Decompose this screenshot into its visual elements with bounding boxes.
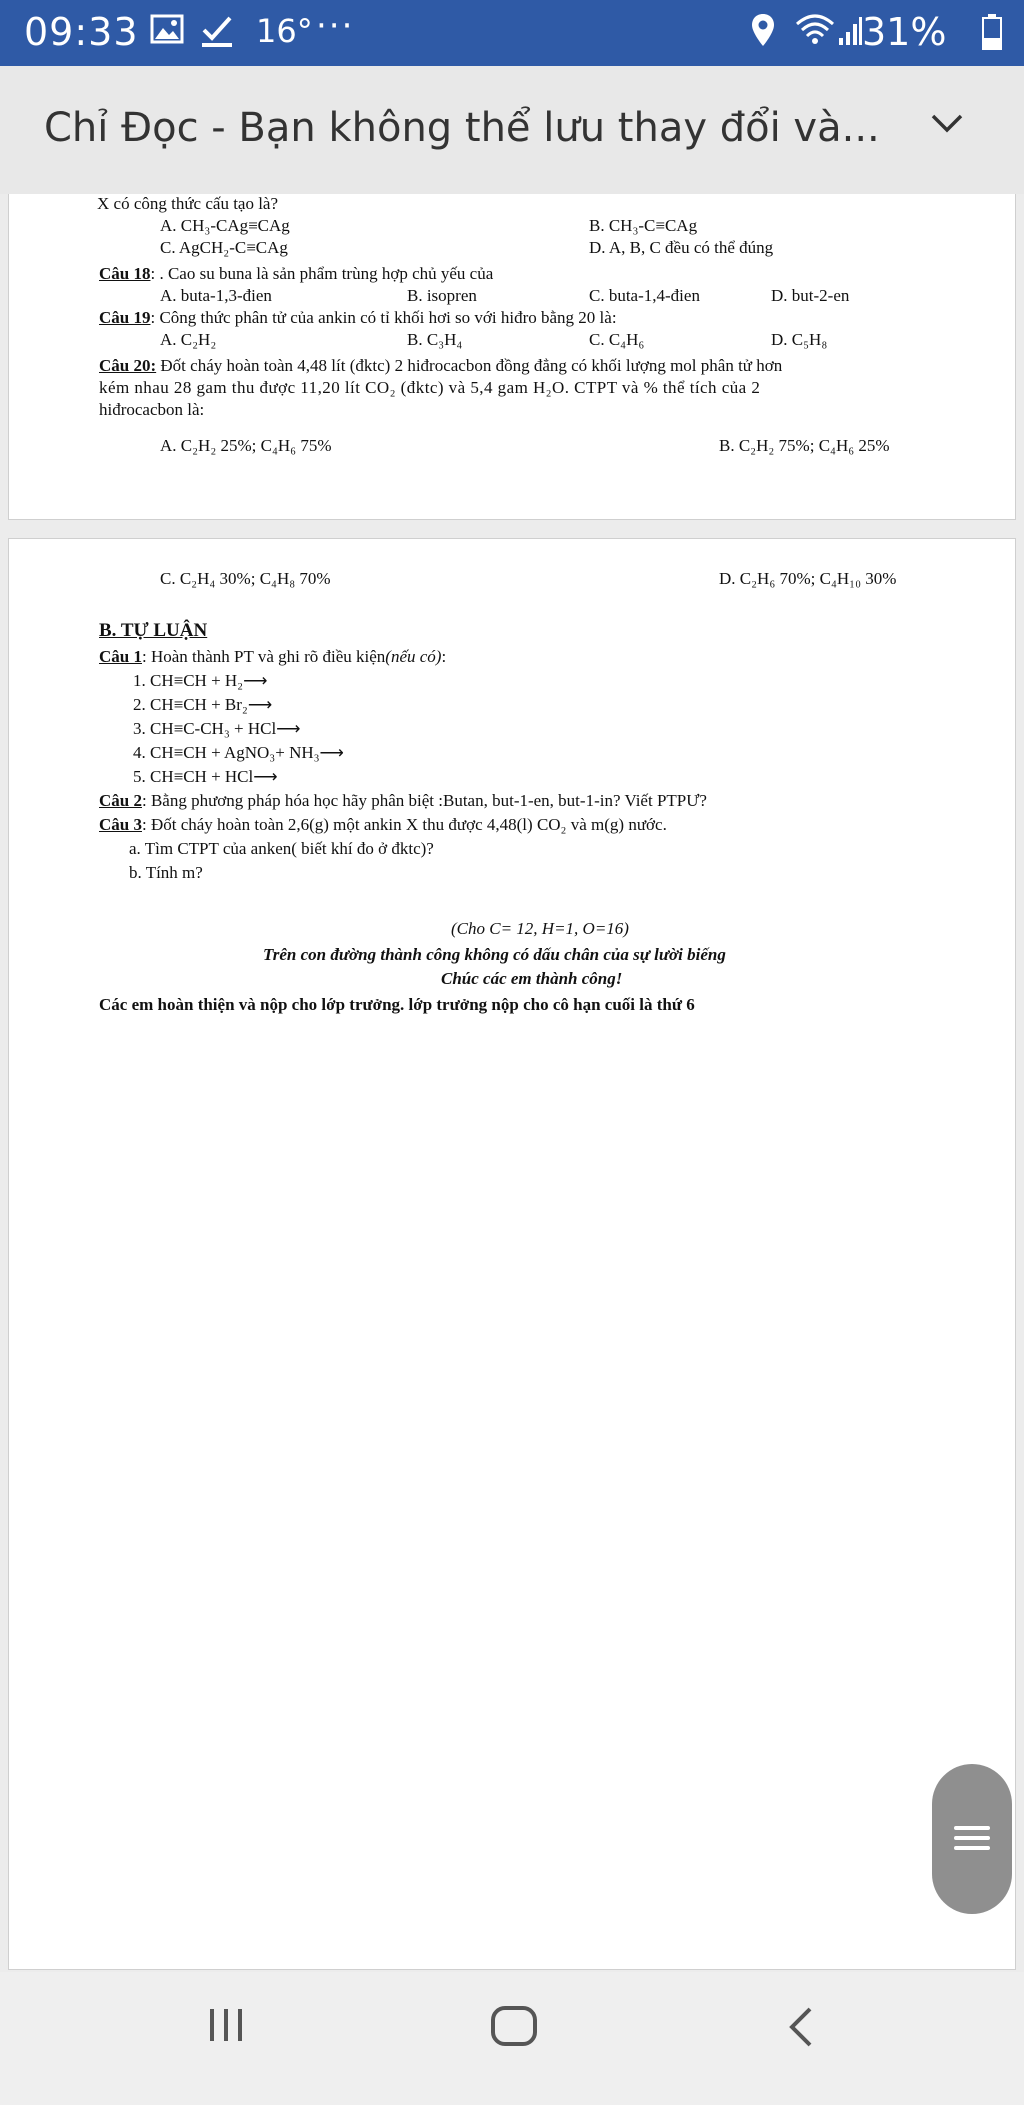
q20-text-1: Đốt cháy hoàn toàn 4,48 lít (đktc) 2 hiđrocacbon đồng đẳng có khối lượng mol phân tử hơn xyxy=(156,356,783,375)
q20-option-a: A. C₂H₂ 25%; C₄H₆ 75% xyxy=(160,436,332,455)
q19-option-b: B. C₃H₄ xyxy=(407,330,463,349)
c1-note: (nếu có) xyxy=(385,647,442,666)
c2-line xyxy=(99,791,707,811)
chevron-down-icon[interactable] xyxy=(930,112,964,139)
footer-note: Các em hoàn thiện và nộp cho lớp trưởng. lớp trưởng nộp cho cô hạn cuối là thứ 6 xyxy=(99,995,695,1014)
equation-5: 5. CH≡CH + HCl⟶ xyxy=(133,767,278,786)
q17-option-d: D. A, B, C đều có thể đúng xyxy=(589,238,774,257)
equation-4: 4. CH≡CH + AgNO₃+ NH₃⟶ xyxy=(133,743,344,762)
c3-part-b: b. Tính m? xyxy=(129,863,203,882)
q20-option-d: D. C₂H₆ 70%; C₄H₁₀ 30% xyxy=(719,569,897,588)
q20-option-b: B. C₂H₂ 75%; C₄H₆ 25% xyxy=(719,436,890,455)
grip-line-2 xyxy=(954,1836,990,1840)
q17-option-c: C. AgCH₂-C≡CAg xyxy=(160,238,288,257)
c3-part-a: a. Tìm CTPT của anken( biết khí đo ở đktc)? xyxy=(129,839,434,858)
grip-line-3 xyxy=(954,1846,990,1850)
q19-line xyxy=(99,308,617,328)
q19-text: : Công thức phân tử của ankin có tỉ khối hơi so với hiđro bằng 20 là: xyxy=(150,308,617,327)
q20-text-2: kém nhau 28 gam thu được 11,20 lít CO₂ (đktc) và 5,4 gam H₂O. CTPT và % thể tích của 2 xyxy=(99,378,761,397)
q18-line xyxy=(99,264,493,284)
c1-label: Câu 1 xyxy=(99,647,142,666)
q19-option-a: A. C₂H₂ xyxy=(160,330,217,349)
c3-text: : Đốt cháy hoàn toàn 2,6(g) một ankin X thu được 4,48(l) CO₂ và m(g) nước. xyxy=(141,815,667,834)
q18-option-d: D. but-2-en xyxy=(771,286,850,305)
equation-2: 2. CH≡CH + Br₂⟶ xyxy=(133,695,273,714)
battery-percent: 31% xyxy=(862,10,947,54)
equation-3: 3. CH≡C-CH₃ + HCl⟶ xyxy=(133,719,301,738)
q19-label: Câu 19 xyxy=(99,308,151,327)
c3-label: Câu 3 xyxy=(99,815,142,834)
gallery-icon xyxy=(150,14,184,48)
c1-text: : Hoàn thành PT và ghi rõ điều kiện xyxy=(141,647,386,666)
q20-line-1 xyxy=(99,356,782,376)
q18-option-c: C. buta-1,4-đien xyxy=(589,286,700,305)
c1-line xyxy=(99,647,446,667)
q17-option-a: A. CH₃-CAg≡CAg xyxy=(160,216,290,235)
document-page-1 xyxy=(8,194,1016,520)
equation-1: 1. CH≡CH + H₂⟶ xyxy=(133,671,268,690)
grip-line-1 xyxy=(954,1826,990,1830)
wifi-icon xyxy=(795,14,835,50)
c1-note-end: : xyxy=(441,647,447,666)
given-values: (Cho C= 12, H=1, O=16) xyxy=(451,919,629,938)
q19-option-c: C. C₄H₆ xyxy=(589,330,645,349)
q18-option-a: A. buta-1,3-đien xyxy=(160,286,272,305)
scroll-handle[interactable] xyxy=(932,1764,1012,1914)
q20-option-c: C. C₂H₄ 30%; C₄H₈ 70% xyxy=(160,569,331,588)
signal-icon xyxy=(838,16,862,50)
c2-text: : Bằng phương pháp hóa học hãy phân biệt :Butan, but-1-en, but-1-in? Viết PTPƯ? xyxy=(141,791,707,810)
q19-option-d: D. C₅H₈ xyxy=(771,330,828,349)
document-page-2 xyxy=(8,538,1016,1970)
c2-label: Câu 2 xyxy=(99,791,142,810)
battery-icon xyxy=(982,14,1002,54)
recents-icon[interactable] xyxy=(206,2005,246,2050)
c3-line xyxy=(99,815,667,835)
more-notifications-icon: ··· xyxy=(316,6,355,46)
status-temperature: 16° xyxy=(256,12,313,50)
q17-option-b: B. CH₃-C≡CAg xyxy=(589,216,698,235)
location-icon xyxy=(750,12,776,52)
q18-option-b: B. isopren xyxy=(407,286,477,305)
status-time: 09:33 xyxy=(24,10,139,54)
q18-label: Câu 18 xyxy=(99,264,151,283)
q18-text: : . Cao su buna là sản phẩm trùng hợp chủ yếu của xyxy=(150,264,494,283)
home-icon[interactable] xyxy=(490,2005,538,2052)
download-done-icon xyxy=(200,14,234,52)
section-title: B. TỰ LUẬN xyxy=(99,620,208,641)
status-bar xyxy=(0,0,1024,66)
wish: Chúc các em thành công! xyxy=(441,969,623,988)
readonly-banner-text: Chỉ Đọc - Bạn không thể lưu thay đổi và... xyxy=(44,105,880,151)
q17-stem: X có công thức cấu tạo là? xyxy=(97,194,279,213)
quote: Trên con đường thành công không có dấu chân của sự lười biếng xyxy=(263,945,726,964)
q20-text-3: hiđrocacbon là: xyxy=(99,400,205,419)
back-icon[interactable] xyxy=(786,2005,816,2054)
q20-label: Câu 20: xyxy=(99,356,157,375)
